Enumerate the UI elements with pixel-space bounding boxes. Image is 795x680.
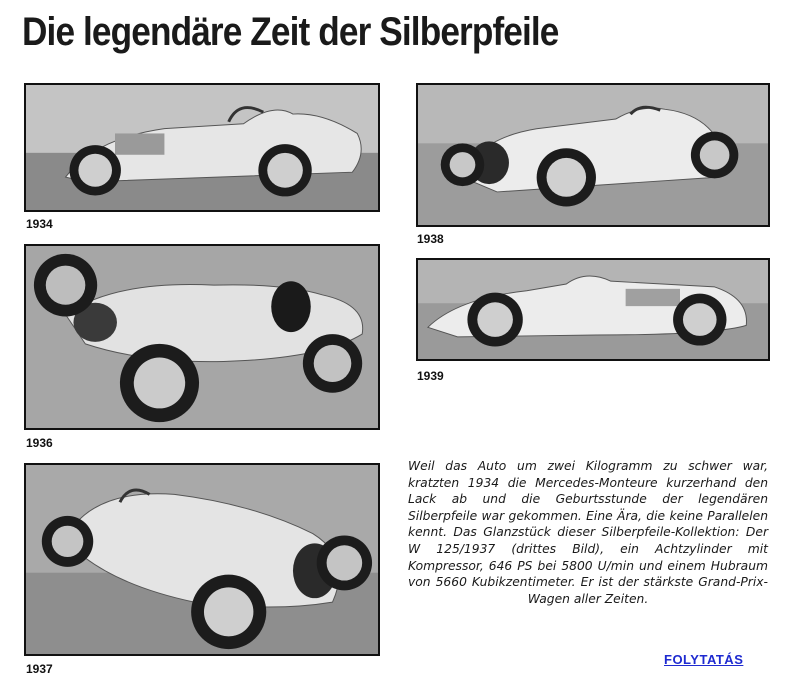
car-photo-1938 [416,83,770,227]
year-label-1936: 1936 [26,436,53,450]
year-label-1934: 1934 [26,217,53,231]
year-label-1937: 1937 [26,662,53,676]
car-photo-1939 [416,258,770,361]
page-title: Die legendäre Zeit der Silberpfeile [22,10,559,54]
car-photo-1936 [24,244,380,430]
year-label-1939: 1939 [417,369,444,383]
silver-arrow-1934-image [26,85,378,210]
car-photo-1934 [24,83,380,212]
silver-arrow-1938-image [418,85,768,225]
continue-link[interactable]: FOLYTATÁS [664,652,744,667]
silver-arrow-1939-image [418,260,768,359]
article-caption: Weil das Auto um zwei Kilogramm zu schwer war, kratzten 1934 die Mercedes-Monteure kurzerhand den Lack ab und die Geburtsstunde der legendären Silberpfeile war gekommen. Eine Ära, die keine Parallelen kennt. Das Glanzstück dieser Silberpfeile-Kollektion: Der W 125/1937 (drittes Bild), ein Achtzylinder mit Kompressor, 646 PS bei 5800 U/min und einem Hubraum von 5660 Kubikzentimeter. Er ist der stärkste Grand-Prix-Wagen aller Zeiten. [408,459,768,606]
year-label-1938: 1938 [417,232,444,246]
silver-arrow-1937-image [26,465,378,654]
silver-arrow-1936-image [26,246,378,428]
car-photo-1937 [24,463,380,656]
